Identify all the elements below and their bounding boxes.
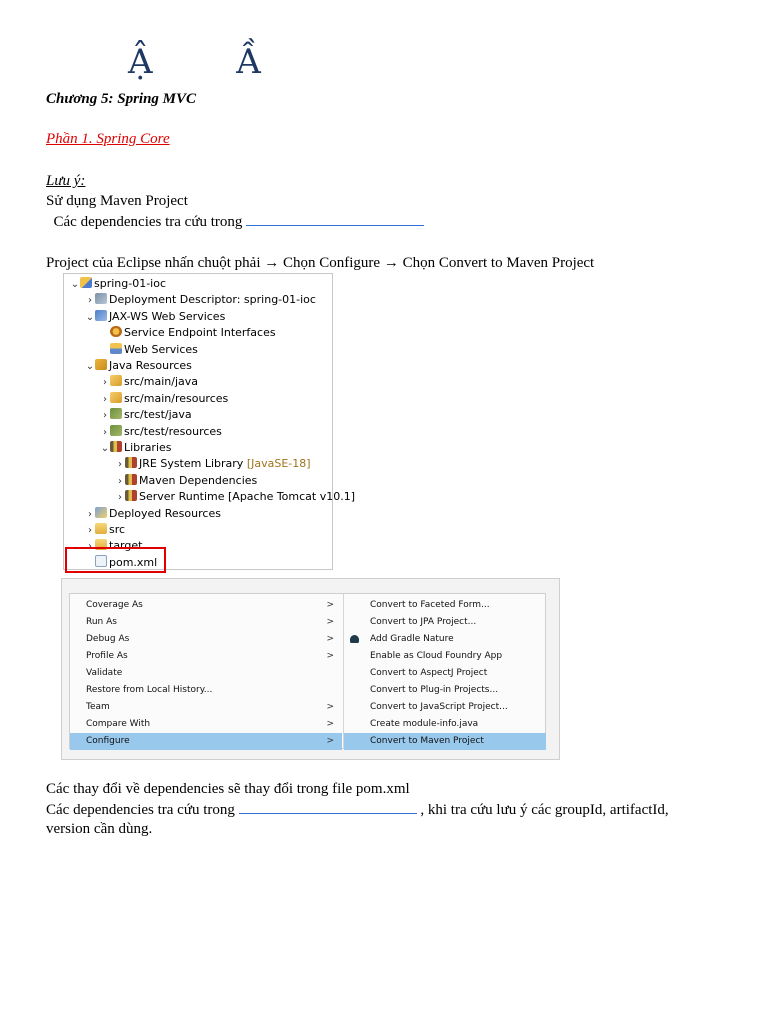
submenu-arrow-icon: > [326,651,334,661]
submenu-item-label: Add Gradle Nature [370,634,454,644]
tree-item-label: Service Endpoint Interfaces [124,326,276,340]
menu-item-label: Configure [86,736,130,746]
note-line-2-text: Các dependencies tra cứu trong [46,214,247,230]
chapter-title: Chương 5: Spring MVC [46,91,197,107]
tree-item[interactable] [100,325,276,341]
tree-item-label: Deployed Resources [109,506,221,520]
collapsed-chevron-icon[interactable]: › [103,426,107,438]
tree-item[interactable] [115,489,355,505]
context-menu [69,593,546,749]
lookup-paragraph-start: Các dependencies tra cứu trong [46,802,239,818]
lookup-paragraph-end: , khi tra cứu lưu ý các groupId, artifactId, [416,802,669,818]
header-glyphs [128,42,261,82]
note-label: Lưu ý: [46,173,86,189]
tree-item-label: JRE System Library [139,457,247,471]
tree-item[interactable] [85,309,225,325]
menu-item[interactable] [70,631,342,648]
tree-item-label: Server Runtime [Apache Tomcat v10.1] [139,490,356,504]
web-services-icon [95,310,107,321]
deployment-descriptor-icon [95,293,107,304]
collapsed-chevron-icon[interactable]: › [88,295,92,307]
menu-item-label: Run As [86,617,117,627]
context-menu-main [70,594,342,748]
submenu-item[interactable] [344,716,546,733]
menu-item-label: Team [86,702,110,712]
submenu-arrow-icon: > [326,600,334,610]
submenu-item[interactable] [344,614,546,631]
submenu-item-label: Convert to Faceted Form... [370,600,490,610]
submenu-arrow-icon: > [326,702,334,712]
menu-item[interactable] [70,597,342,614]
tree-item[interactable] [100,440,172,456]
pom-highlight-box [65,547,166,573]
submenu-item-label: Convert to Plug-in Projects... [370,685,499,695]
submenu-arrow-icon: > [326,736,334,746]
test-folder-icon [110,408,122,419]
tree-item[interactable] [115,473,257,489]
tree-item-label: Deployment Descriptor: spring-01-ioc [109,293,316,307]
submenu-item-label: Convert to Maven Project [370,736,484,746]
tree-item-label: spring-01-ioc [94,277,167,290]
folder-icon [95,523,107,534]
tree-item[interactable] [100,391,228,407]
submenu-item[interactable] [344,733,546,750]
menu-item-label: Debug As [86,634,130,644]
gradle-icon [350,635,359,643]
menu-item[interactable] [70,614,342,631]
tree-item-label: src [109,523,126,536]
package-folder-icon [110,392,122,403]
submenu-item-label: Convert to JavaScript Project... [370,702,508,712]
collapsed-chevron-icon[interactable]: › [88,525,92,536]
menu-item[interactable] [70,665,342,682]
expanded-chevron-icon[interactable]: ⌄ [100,443,110,454]
tree-item[interactable] [100,424,222,440]
java-resources-icon [95,359,107,370]
lookup-link-blank-2[interactable] [239,799,417,814]
configure-submenu [343,594,546,748]
collapsed-chevron-icon[interactable]: › [88,541,92,553]
submenu-item[interactable] [344,631,546,648]
menu-item-label: Validate [86,668,123,678]
menu-item[interactable] [70,733,342,750]
library-icon [125,457,137,468]
submenu-arrow-icon: > [326,617,334,627]
tree-item[interactable] [85,292,316,308]
menu-item[interactable] [70,648,342,665]
submenu-item-label: Create module-info.java [370,719,479,729]
expanded-chevron-icon[interactable]: ⌄ [85,311,95,323]
submenu-item-label: Convert to JPA Project... [370,617,477,627]
submenu-item[interactable] [344,699,546,716]
deployed-resources-icon [95,507,107,518]
collapsed-chevron-icon[interactable]: › [88,508,92,520]
tree-item-label: target [109,539,143,553]
tree-item-label: Web Services [124,342,198,356]
expanded-chevron-icon[interactable]: ⌄ [70,279,80,290]
submenu-arrow-icon: > [326,719,334,729]
lookup-link-blank-1[interactable] [246,211,424,226]
expanded-chevron-icon[interactable]: ⌄ [85,361,95,372]
tree-item-label: src/main/java [124,375,199,389]
lookup-paragraph-continued: version cần dùng. [46,821,153,837]
library-icon [125,474,137,485]
menu-item-label: Restore from Local History... [86,685,213,695]
tree-item-label: src/main/resources [124,391,229,405]
tree-item[interactable] [85,358,192,374]
menu-item[interactable] [70,682,342,699]
header-glyph-2: Ầ [236,42,261,82]
tree-item-label: pom.xml [109,555,158,569]
menu-item[interactable] [70,716,342,733]
tree-item[interactable] [100,374,198,390]
test-folder-icon [110,425,122,436]
lookup-paragraph [46,799,669,820]
project-icon [80,277,92,288]
menu-item-label: Profile As [86,651,128,661]
submenu-arrow-icon: > [326,634,334,644]
library-icon [125,490,137,501]
collapsed-chevron-icon[interactable]: › [103,377,107,389]
collapsed-chevron-icon[interactable]: › [103,410,107,422]
submenu-item-label: Enable as Cloud Foundry App [370,651,503,661]
collapsed-chevron-icon[interactable]: › [118,459,122,471]
instruction-text: Project của Eclipse nhấn chuột phải → Chọn Configure → Chọn Convert to Maven Project [46,255,595,271]
tree-item[interactable] [100,407,192,423]
menu-item-label: Compare With [86,719,151,729]
tree-item[interactable] [70,276,166,292]
tree-item-label: JAX-WS Web Services [109,309,226,323]
menu-item-label: Coverage As [86,600,143,610]
submenu-item[interactable] [344,682,546,699]
note-line-1: Sử dụng Maven Project [46,193,188,209]
tree-item[interactable] [85,506,221,522]
tree-item-tag: [JavaSE-18] [246,457,311,471]
submenu-item[interactable] [344,665,546,682]
submenu-item[interactable] [344,597,546,614]
tree-item[interactable] [85,522,125,538]
web-service-icon [110,343,122,354]
submenu-item-label: Convert to AspectJ Project [370,668,488,678]
tree-item[interactable] [100,342,198,358]
library-icon [110,441,122,452]
package-folder-icon [110,375,122,386]
changes-paragraph: Các thay đổi về dependencies sẽ thay đổi trong file pom.xml [46,781,410,797]
service-endpoint-icon [110,326,122,337]
submenu-item[interactable] [344,648,546,665]
part-title[interactable]: Phần 1. Spring Core [46,131,170,147]
note-line-2 [46,211,424,232]
collapsed-chevron-icon[interactable]: › [118,475,122,487]
tree-item[interactable] [115,456,311,472]
menu-item[interactable] [70,699,342,716]
collapsed-chevron-icon[interactable]: › [118,492,122,504]
tree-item-label: Libraries [124,441,172,454]
project-explorer-tree [63,273,356,570]
tree-item-label: src/test/java [124,408,192,422]
tree-item-label: Maven Dependencies [139,473,258,487]
tree-item-label: src/test/resources [124,424,222,438]
tree-item-label: Java Resources [109,359,192,372]
header-glyph-1: Ậ [128,42,153,82]
collapsed-chevron-icon[interactable]: › [103,393,107,405]
